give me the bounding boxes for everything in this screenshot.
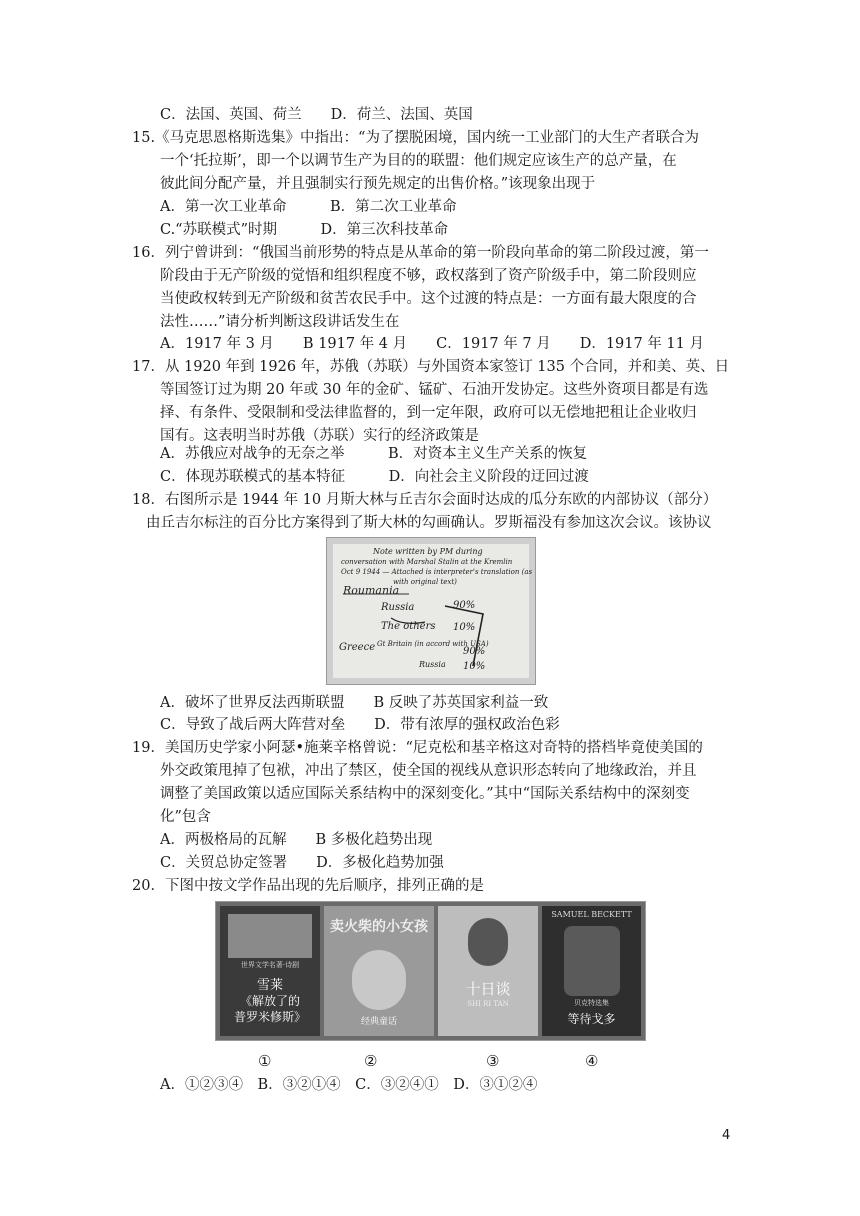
handwritten-note-line-3: Oct 9 1944 — Attached is interpreter's translation (as xyxy=(341,568,533,576)
handwritten-the-others: The others xyxy=(381,621,436,632)
q16-stem-cont: 当使政权转到无产阶级和贫苦农民手中。这个过渡的特点是：一方面有最大限度的合 xyxy=(160,291,697,307)
q19-stem-cont: 调整了美国政策以适应国际关系结构中的深刻变化。”其中“国际关系结构中的深刻变 xyxy=(160,786,690,802)
girl-illustration xyxy=(352,950,406,1010)
q19-options-ab: A．两极格局的瓦解 B 多极化趋势出现 xyxy=(160,832,433,848)
q20-options: A．①②③④ B．③②①④ C．③②④① D．③①②④ xyxy=(160,1077,538,1093)
book4-author-name: SAMUEL BECKETT xyxy=(551,910,632,919)
q16-stem-cont: 法性……”请分析判断这段讲话发生在 xyxy=(160,314,400,330)
document-paper xyxy=(333,544,533,678)
q15-stem-cont: 彼此间分配产量，并且强制实行预先规定的出售价格。”该现象出现于 xyxy=(160,176,596,192)
q16-options: A．1917 年 3 月 B 1917 年 4 月 C．1917 年 7 月 D．1917 年 11 月 xyxy=(160,336,704,352)
book3-romanized-title: SHI RI TAN xyxy=(467,1000,509,1008)
book4-series-label: 贝克特选集 xyxy=(574,999,609,1007)
q18-options-cd: C．导致了战后两大阵营对垒 D．带有浓厚的强权政治色彩 xyxy=(160,717,560,733)
q16-stem-cont: 阶段由于无产阶级的觉悟和组织程度不够，政权落到了资产阶级手中，第二阶段则应 xyxy=(160,268,697,284)
book1-title-line1: 《解放了的 xyxy=(239,994,300,1008)
q17-options-cd: C．体现苏联模式的基本特征 D．向社会主义阶段的迂回过渡 xyxy=(160,469,589,485)
book2-series-tag: 经典童话 xyxy=(360,1017,397,1027)
q19-stem-cont: 外交政策甩掉了包袱，冲出了禁区，使全国的视线从意识形态转向了地缘政治，并且 xyxy=(160,763,697,779)
q18-stem-cont: 由丘吉尔标注的百分比方案得到了斯大林的勾画确认。罗斯福没有参加这次会议。该协议 xyxy=(146,515,712,531)
q18-stem: 18．右图所示是 1944 年 10 月斯大林与丘吉尔会面时达成的瓜分东欧的内部协议（部分） xyxy=(132,492,718,508)
beckett-portrait xyxy=(564,926,620,996)
book1-title-line2: 普罗米修斯》 xyxy=(233,1010,306,1024)
handwritten-country-romania: Roumania xyxy=(343,584,400,597)
book-cover-decameron xyxy=(438,906,538,1036)
q17-stem-cont: 择、有条件、受限制和受法律监督的，到一定年限，政府可以无偿地把租让企业收归 xyxy=(160,405,697,421)
q17-stem: 17．从 1920 年到 1926 年，苏俄（苏联）与外国资本家签订 135 个合同，并和美、英、日 xyxy=(132,359,730,375)
book3-title: 十日谈 xyxy=(465,980,511,998)
handwritten-great-britain: Gt Britain (in accord with USA) xyxy=(377,640,489,648)
handwritten-percent-10-greece: 10% xyxy=(463,661,486,672)
q17-options-ab: A．苏俄应对战争的无奈之举 B．对资本主义生产关系的恢复 xyxy=(160,446,588,462)
book-cover-waiting-for-godot xyxy=(542,906,641,1036)
handwritten-greece: Greece xyxy=(339,642,376,653)
q17-stem-cont: 等国签订过为期 20 年或 30 年的金矿、锰矿、石油开发协定。这些外资项目都是有选 xyxy=(160,382,709,398)
q18-options-ab: A．破坏了世界反法西斯联盟 B 反映了苏英国家利益一致 xyxy=(160,695,549,711)
book2-title: 卖火柴的小女孩 xyxy=(330,919,428,935)
book-cover-prometheus xyxy=(220,906,320,1036)
handwritten-percent-90-greece: 90% xyxy=(463,646,486,657)
q15-options-ab: A．第一次工业革命 B．第二次工业革命 xyxy=(160,199,457,215)
label-1: ① xyxy=(258,1052,272,1070)
q14-options-cd: C．法国、英国、荷兰 D．荷兰、法国、英国 xyxy=(160,107,473,123)
handwritten-percent-10: 10% xyxy=(453,622,476,633)
handwritten-russia-greece: Russia xyxy=(419,660,446,669)
q15-options-cd: C.“苏联模式”时期 D．第三次科技革命 xyxy=(160,222,449,238)
q17-stem-cont: 国有。这表明当时苏俄（苏联）实行的经济政策是 xyxy=(160,428,479,444)
q15-stem: 15.《马克思恩格斯选集》中指出：“为了摆脱困境，国内统一工业部门的大生产者联合为 xyxy=(132,130,699,146)
book1-author: 雪莱 xyxy=(256,978,283,993)
book-covers-image xyxy=(215,901,646,1041)
q19-stem: 19．美国历史学家小阿瑟•施莱辛格曾说：“尼克松和基辛格这对奇特的搭档毕竟使美国的 xyxy=(132,740,703,756)
page-number: 4 xyxy=(722,1128,731,1143)
label-3: ③ xyxy=(486,1052,500,1070)
q15-stem-cont: 一个‘托拉斯’，即一个以调节生产为目的的联盟：他们规定应该生产的总产量，在 xyxy=(160,153,677,169)
q16-stem: 16．列宁曾讲到：“俄国当前形势的特点是从革命的第一阶段向革命的第二阶段过渡，第一 xyxy=(132,245,709,261)
handwritten-russia: Russia xyxy=(381,602,415,613)
cover-illustration xyxy=(228,914,312,958)
q19-stem-cont: 化”包含 xyxy=(160,809,211,825)
portrait-illustration xyxy=(468,918,508,966)
label-2: ② xyxy=(364,1052,378,1070)
handwritten-note-line-1: Note written by PM during xyxy=(373,547,483,556)
q20-stem: 20．下图中按文学作品出现的先后顺序，排列正确的是 xyxy=(132,878,484,894)
book4-title: 等待戈多 xyxy=(567,1012,616,1026)
handwritten-note-line-4: with original text) xyxy=(393,578,457,586)
book1-series-label: 世界文学名著·诗剧 xyxy=(240,961,300,969)
percentages-agreement-image xyxy=(326,537,536,685)
handwritten-percent-90: 90% xyxy=(453,600,476,611)
book-cover-match-girl xyxy=(324,906,434,1036)
label-4: ④ xyxy=(585,1052,599,1070)
q19-options-cd: C．关贸总协定签署 D．多极化趋势加强 xyxy=(160,855,444,871)
handwritten-note-line-2: conversation with Marshal Stalin at the Kremlin xyxy=(341,558,513,566)
